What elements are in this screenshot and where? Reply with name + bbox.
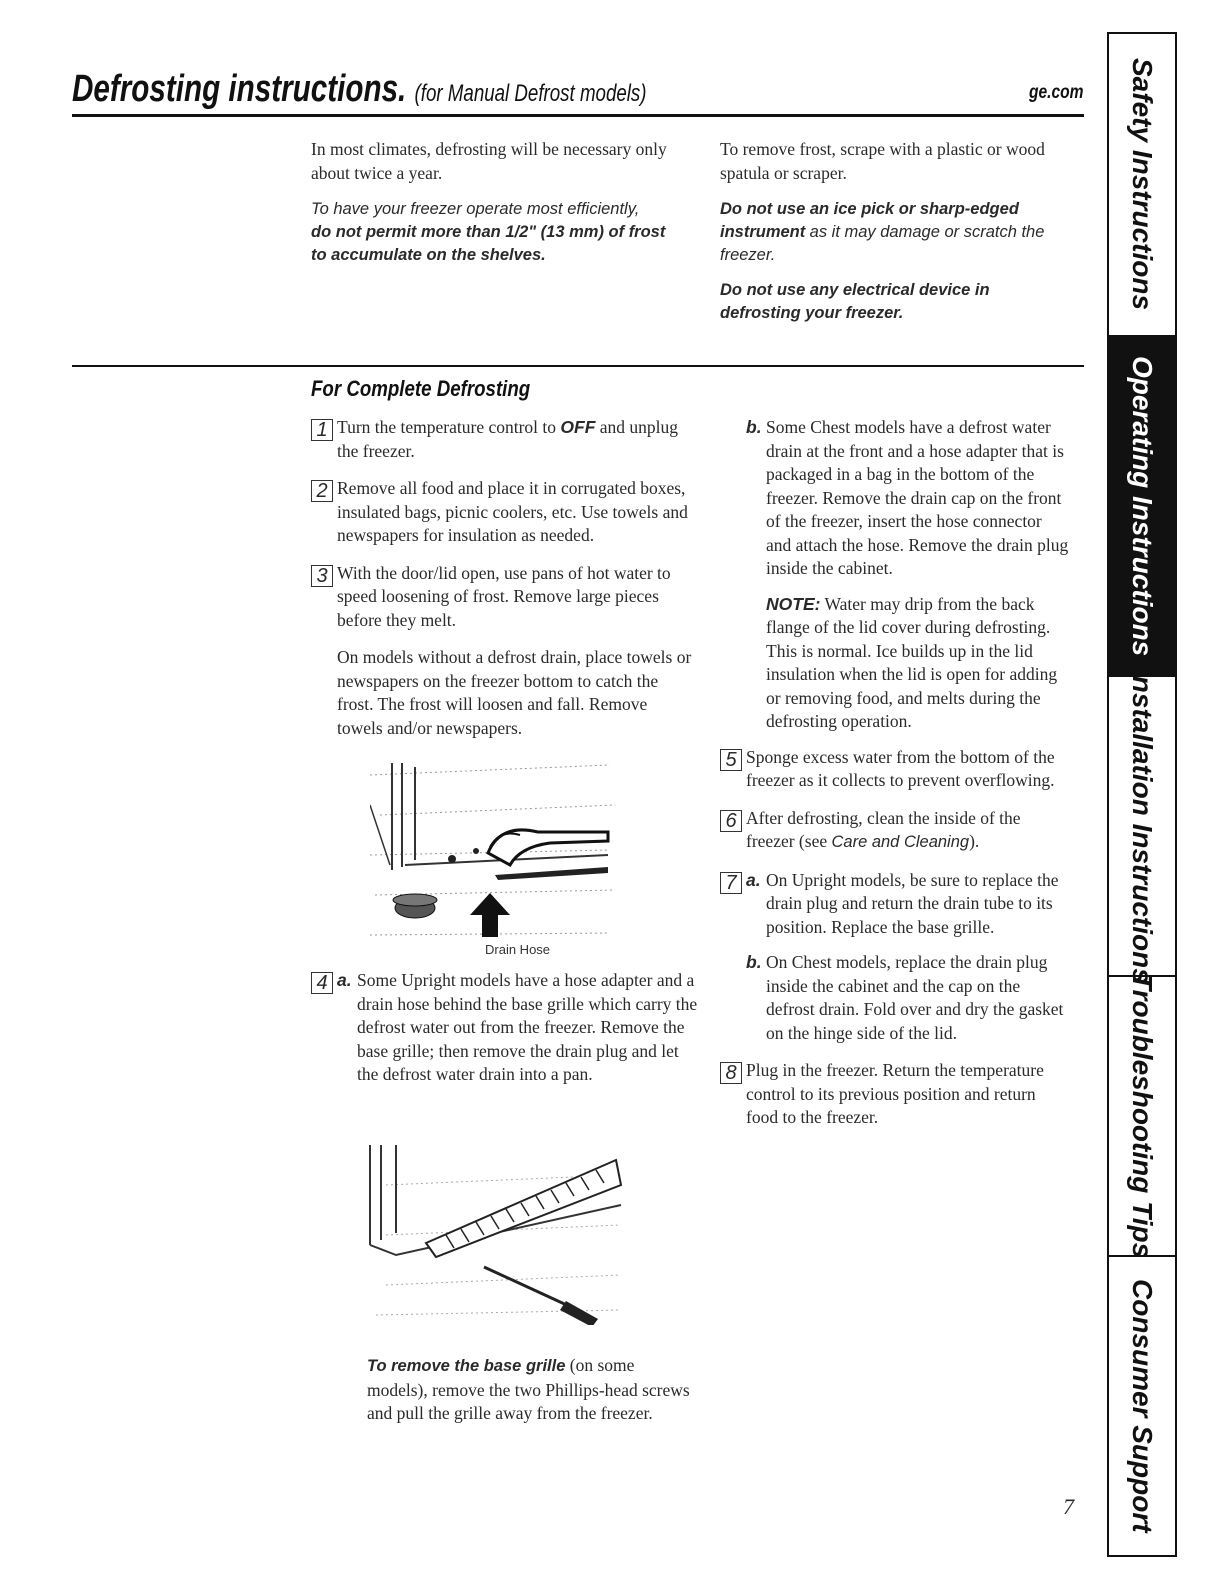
page-subtitle: (for Manual Defrost models) [414, 80, 647, 107]
intro-frost-warning: do not permit more than 1/2" (13 mm) of frost to accumulate on the shelves. [311, 223, 666, 264]
steps-left [311, 416, 696, 752]
drain-hose-illustration [370, 755, 620, 960]
step-8: 8 Plug in the freezer. Return the temperature control to its previous position and return food to the freezer. [720, 1059, 1070, 1130]
step-5: 5 Sponge excess water from the bottom of the freezer as it collects to prevent overflowing. [720, 746, 1070, 793]
step-7b: b. On Chest models, replace the drain plug inside the cabinet and the cap on the defrost drain. Fold over and dry the gasket on the hinge side of the lid. [746, 952, 1064, 1043]
step-3-extra: On models without a defrost drain, place towels or newspapers on the freezer bottom to catch the frost. The frost will loosen and fall. Remove towels and/or newspapers. [337, 647, 692, 738]
figure-caption: Drain Hose [485, 942, 551, 957]
grille-caption-label: To remove the base grille [367, 1357, 566, 1375]
care-cleaning-reference: Care and Cleaning [831, 833, 970, 851]
page-number: 7 [1063, 1494, 1074, 1519]
header-rule [72, 114, 1084, 117]
tab-safety-instructions[interactable]: Safety Instructions [1109, 34, 1175, 337]
step-number: 7 [720, 872, 742, 894]
base-grille-illustration [366, 1145, 626, 1325]
intro-scrape-text: To remove frost, scrape with a plastic or wood spatula or scraper. [720, 139, 1045, 183]
step-6: 6 After defrosting, clean the inside of the freezer (see Care and Cleaning). [720, 807, 1070, 855]
step-number: 2 [311, 480, 333, 502]
section-title: For Complete Defrosting [311, 376, 531, 401]
step-4 [311, 969, 701, 1101]
electrical-warning: Do not use any electrical device in defrosting your freezer. [720, 281, 990, 322]
section-rule [72, 365, 1084, 367]
site-url: ge.com [1029, 82, 1084, 103]
section-title-wrap [311, 376, 569, 402]
step-1: 1 Turn the temperature control to OFF and unplug the freezer. [311, 416, 696, 463]
step-4b: b. Some Chest models have a defrost water drain at the front and a hose adapter that is packaged in a bag in the bottom of the freezer. Remove the drain cap on the front of the freezer, insert the hose connector and attach the hose. Remove the drain plug inside the cabinet. [746, 417, 1069, 578]
tab-troubleshooting-tips[interactable]: Troubleshooting Tips [1109, 977, 1175, 1257]
intro-left [311, 138, 681, 278]
steps-right [720, 416, 1070, 1144]
step-number: 5 [720, 749, 742, 771]
intro-right: To remove frost, scrape with a plastic or wood spatula or scraper. Do not use an ice pick or sharp-edged instrument as it may damage or scratch the freezer. Do not use any electrical device in defrosting your freezer. [720, 138, 1070, 336]
step-4a: 4 a. Some Upright models have a hose adapter and a drain hose behind the base grille which carry the defrost water out from the freezer. Remove the base grille; then remove the drain plug and let the defrost water drain into a pan. [311, 969, 701, 1087]
note: NOTE: Water may drip from the back flange of the lid cover during defrosting. This is normal. Ice builds up in the lid insulation when the lid is open for adding or removing food, and melts during the defrosting operation. [766, 593, 1058, 731]
step-7a: a. On Upright models, be sure to replace the drain plug and return the drain tube to its position. Replace the base grille. [746, 869, 1059, 937]
page-header [72, 68, 1084, 112]
ice-pick-warning: Do not use an ice pick or sharp-edged instrument [720, 200, 1019, 241]
intro-efficiency-text: To have your freezer operate most efficiently, [311, 200, 640, 218]
note-label: NOTE: [766, 593, 821, 614]
step-7 [720, 869, 1070, 1046]
section-tabs [1107, 32, 1177, 1557]
step-2: 2 Remove all food and place it in corrugated boxes, insulated bags, picnic coolers, etc. Use towels and newspapers for insulation as needed. [311, 477, 696, 548]
step-number: 8 [720, 1062, 742, 1084]
tab-operating-instructions[interactable]: Operating Instructions [1109, 337, 1175, 677]
step-number: 1 [311, 419, 333, 441]
intro-paragraph: In most climates, defrosting will be necessary only about twice a year. [311, 139, 667, 183]
page-title: Defrosting instructions. (for Manual Defrost models) [72, 68, 647, 110]
tab-installation-instructions[interactable]: Installation Instructions [1109, 677, 1175, 977]
step-number: 4 [311, 972, 333, 994]
grille-caption: To remove the base grille (on some models), remove the two Phillips-head screws and pull the grille away from the freezer. [367, 1355, 690, 1423]
step-number: 6 [720, 810, 742, 832]
tab-consumer-support[interactable]: Consumer Support [1127, 1279, 1158, 1533]
step-3: 3 With the door/lid open, use pans of hot water to speed loosening of frost. Remove large pieces before they melt. [311, 562, 696, 633]
step-number: 3 [311, 565, 333, 587]
